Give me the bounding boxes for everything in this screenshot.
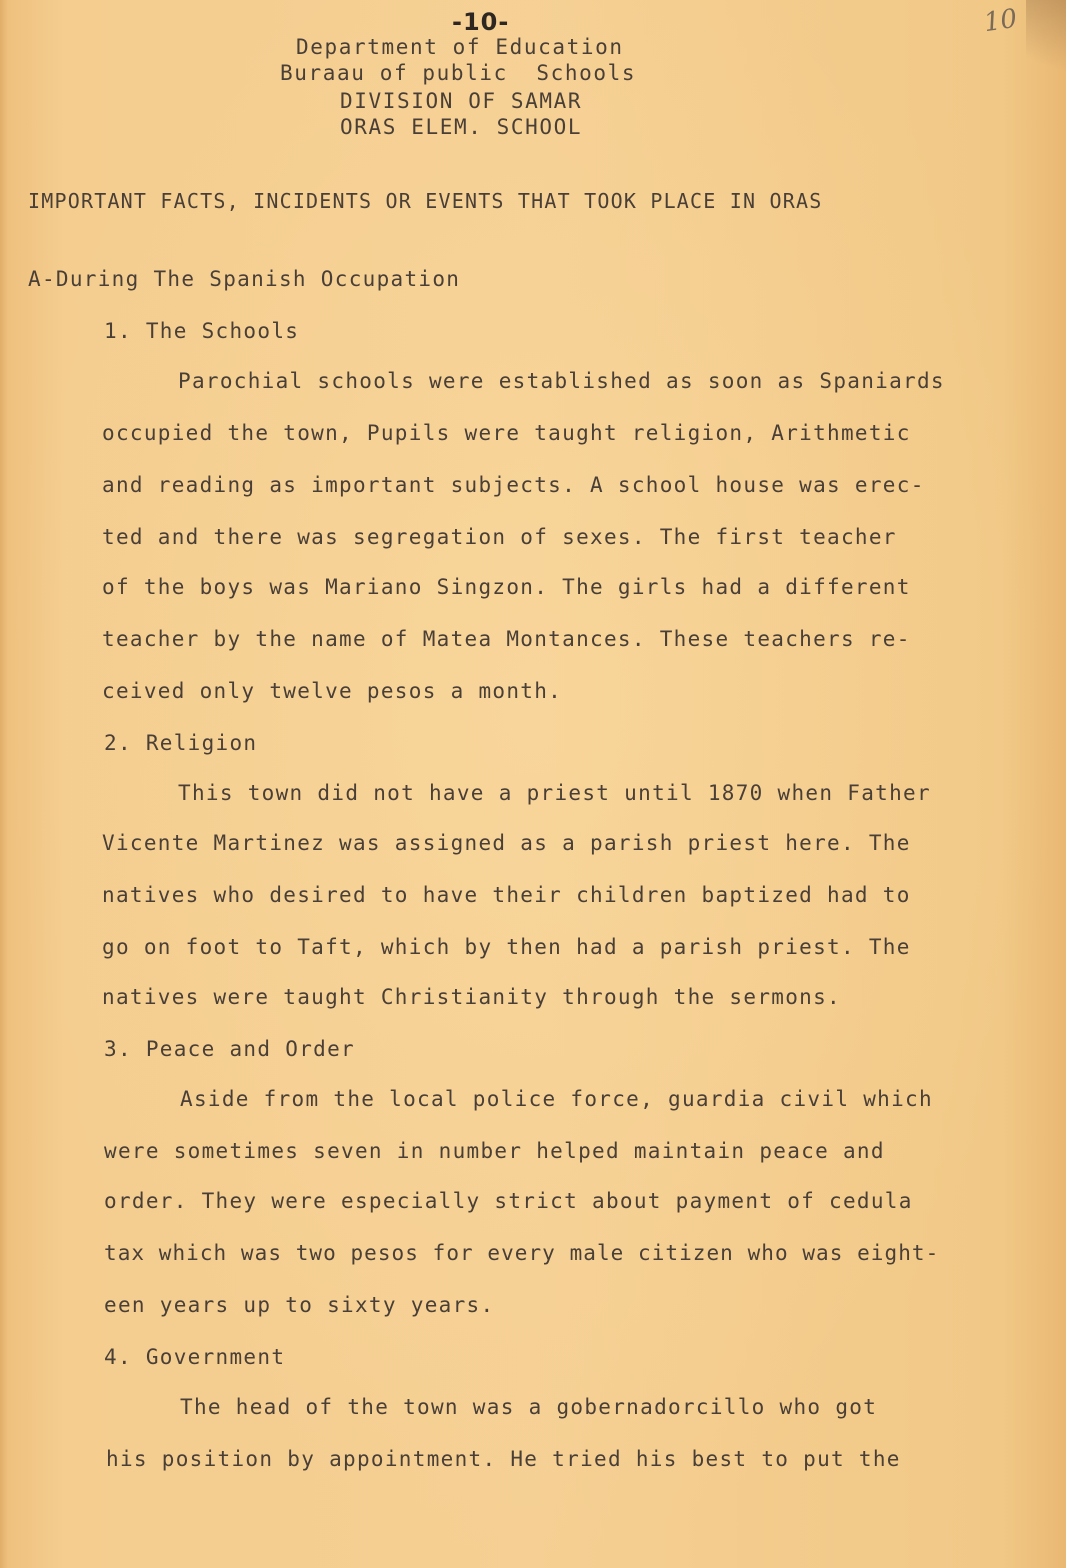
paragraph-line: ceived only twelve pesos a month. <box>102 679 563 703</box>
item-heading-peace-order: 3. Peace and Order <box>104 1037 355 1061</box>
paragraph-line: natives who desired to have their children baptized had to <box>102 883 911 907</box>
item-heading-religion: 2. Religion <box>104 731 258 755</box>
paragraph-line: tax which was two pesos for every male citizen who was eight- <box>104 1241 940 1265</box>
item-heading-schools: 1. The Schools <box>104 319 300 343</box>
page-number: -10- <box>452 8 510 36</box>
paper-corner-wear <box>1026 0 1066 90</box>
paragraph-line: een years up to sixty years. <box>104 1293 495 1317</box>
header-bureau: Buraau of public Schools <box>280 61 637 85</box>
paragraph-line: his position by appointment. He tried his best to put the <box>106 1447 901 1471</box>
header-division: DIVISION OF SAMAR <box>340 89 583 113</box>
paragraph-line: of the boys was Mariano Singzon. The girls had a different <box>102 575 911 599</box>
paragraph-line: Vicente Martinez was assigned as a parish priest here. The <box>102 831 911 855</box>
paragraph-line: and reading as important subjects. A school house was erec- <box>102 473 925 497</box>
paragraph-line: were sometimes seven in number helped maintain peace and <box>104 1139 885 1163</box>
paragraph-line: This town did not have a priest until 1870 when Father <box>178 781 931 805</box>
paragraph-line: The head of the town was a gobernadorcillo who got <box>180 1395 878 1419</box>
paragraph-line: order. They were especially strict about payment of cedula <box>104 1189 913 1213</box>
paper-left-edge-shading <box>0 0 8 1568</box>
paragraph-line: ted and there was segregation of sexes. The first teacher <box>102 525 897 549</box>
paragraph-line: Aside from the local police force, guardia civil which <box>180 1087 933 1111</box>
paragraph-line: go on foot to Taft, which by then had a parish priest. The <box>102 935 911 959</box>
handwritten-page-note: 10 <box>982 3 1020 39</box>
header-department: Department of Education <box>296 35 624 59</box>
paragraph-line: Parochial schools were established as soon as Spaniards <box>178 369 945 393</box>
item-heading-government: 4. Government <box>104 1345 286 1369</box>
section-a-heading: A-During The Spanish Occupation <box>28 267 461 291</box>
paragraph-line: occupied the town, Pupils were taught religion, Arithmetic <box>102 421 911 445</box>
header-school: ORAS ELEM. SCHOOL <box>340 115 583 139</box>
paragraph-line: teacher by the name of Matea Montances. These teachers re- <box>102 627 911 651</box>
document-title: IMPORTANT FACTS, INCIDENTS OR EVENTS THAT TOOK PLACE IN ORAS <box>28 189 823 213</box>
paragraph-line: natives were taught Christianity through the sermons. <box>102 985 841 1009</box>
